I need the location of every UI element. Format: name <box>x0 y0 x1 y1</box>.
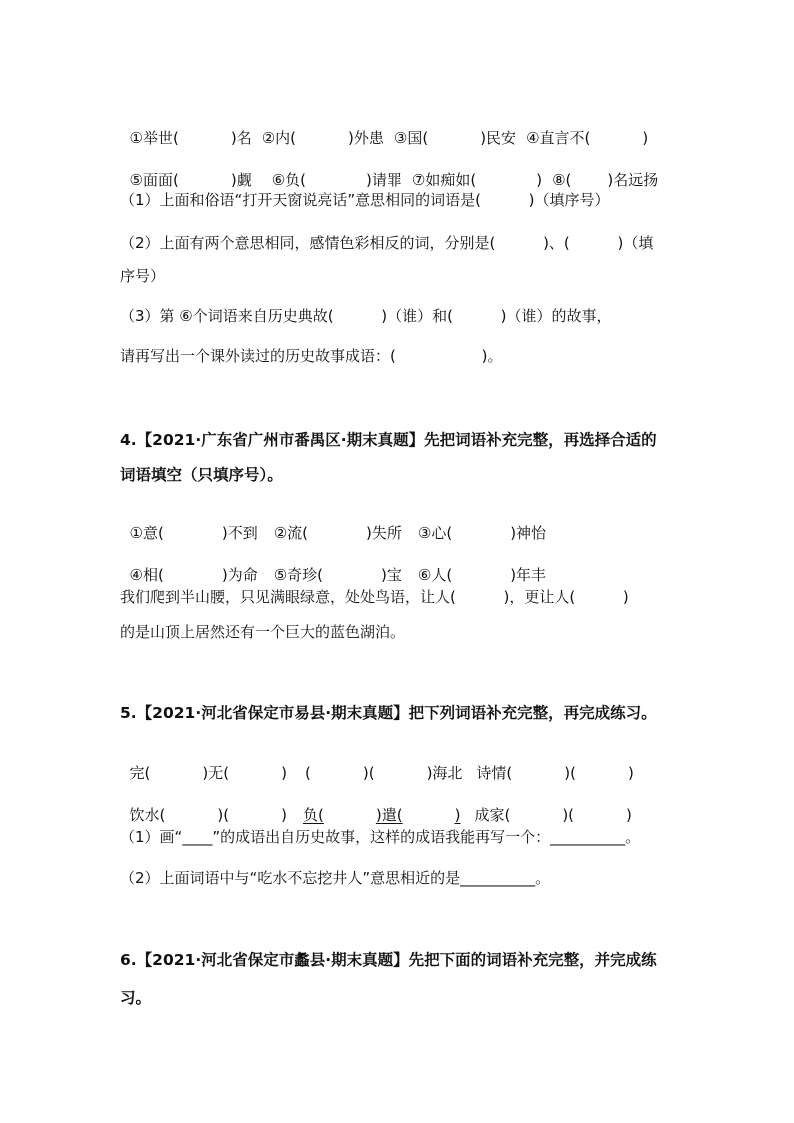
q5-item-5-paren-open: ( <box>318 806 324 824</box>
q4-sentence-line-1: 我们爬到半山腰，只见满眼绿意，处处鸟语，让人( )，更让人( ) <box>120 588 629 606</box>
q4-item-4-end: )为命 <box>221 566 258 584</box>
q3-item-8-end: )名远扬 <box>607 171 659 189</box>
q3-sub-question-2-line-1: （2）上面有两个意思相同，感情色彩相反的词，分别是( )、( )（填 <box>120 234 654 252</box>
q4-item-4-start: ④相( <box>129 566 164 584</box>
q3-item-6-end: )请罪 <box>366 171 402 189</box>
q3-item-2-start: ②内( <box>261 129 297 147</box>
q4-item-2-start: ②流( <box>273 524 309 542</box>
q3-sub-question-1: （1）上面和俗语“打开天窗说亮话”意思相同的词语是( )（填序号） <box>120 191 610 209</box>
q5-item-3-start: 诗情( <box>476 764 513 782</box>
q3-item-7-start: ⑦如痴如( <box>411 171 477 189</box>
q5-item-6-mid: )( <box>562 806 575 824</box>
q3-word-row-1 <box>120 108 648 148</box>
q4-item-1-start: ①意( <box>129 524 164 542</box>
q3-item-1-end: )名 <box>230 129 252 147</box>
q3-item-7-end: ) <box>536 171 543 189</box>
q3-item-2-end: )外患 <box>348 129 384 147</box>
q5-item-2-end: )海北 <box>426 764 463 782</box>
q4-item-3-start: ③心( <box>417 524 453 542</box>
q3-item-5-start: ⑤面面( <box>129 171 179 189</box>
q5-word-row-1 <box>120 743 634 783</box>
q3-sub-question-3-line-1: （3）第 ⑥个词语来自历史典故( )（谁）和( )（谁）的故事， <box>120 307 612 325</box>
q5-item-1-end: ) <box>281 764 287 782</box>
q3-word-row-2 <box>120 150 658 190</box>
q3-item-5-end: )觑 <box>230 171 252 189</box>
q5-item-4-end: ) <box>281 806 287 824</box>
q5-item-5-underlined <box>303 805 460 825</box>
q3-item-4-start: ④直言不( <box>526 129 591 147</box>
q4-word-row-2 <box>120 545 546 585</box>
q4-title-line-2: 词语填空（只填序号）。 <box>120 466 283 484</box>
q4-item-5-start: ⑤奇珍( <box>273 566 324 584</box>
q5-word-row-2 <box>120 785 632 825</box>
q5-sub-question-1: （1）画“____”的成语出自历史故事，这样的成语我能再写一个：__________。 <box>120 828 641 846</box>
q5-item-1-start: 完( <box>129 764 151 782</box>
q3-item-3-start: ③国( <box>393 129 429 147</box>
q5-item-5-paren-close-2: ) <box>454 806 461 824</box>
q5-item-5-char-1: 负 <box>302 806 318 824</box>
q5-item-2-start: ( <box>304 764 311 782</box>
q5-item-6-end: ) <box>626 806 632 824</box>
q4-item-1-end: )不到 <box>221 524 258 542</box>
q4-item-5-end: )宝 <box>381 566 402 584</box>
q3-item-8-start: ⑧( <box>552 171 572 189</box>
q5-sub-question-2: （2）上面词语中与“吃水不忘挖井人”意思相近的是__________。 <box>120 869 551 887</box>
q5-item-3-end: ) <box>628 764 634 782</box>
q6-title-line-2: 习。 <box>120 989 152 1007</box>
q4-word-row-1 <box>120 503 546 543</box>
q3-sub-question-3-line-2: 请再写出一个课外读过的历史故事成语：( )。 <box>120 347 503 365</box>
q3-item-4-end: ) <box>642 129 649 147</box>
q4-title-line-1: 4.【2021·广东省广州市番禺区·期末真题】先把词语补充完整，再选择合适的 <box>120 431 657 449</box>
q4-sentence-line-2: 的是山顶上居然还有一个巨大的蓝色湖泊。 <box>120 623 406 641</box>
q5-item-2-mid: )( <box>362 764 375 782</box>
q5-item-5-paren-close: ) <box>375 806 382 824</box>
q4-item-3-end: )神怡 <box>510 524 547 542</box>
q5-item-4-start: 饮水( <box>129 806 166 824</box>
q4-item-6-start: ⑥人( <box>417 566 453 584</box>
q4-item-2-end: )失所 <box>366 524 402 542</box>
q3-item-6-start: ⑥负( <box>271 171 307 189</box>
q5-item-4-mid: )( <box>217 806 230 824</box>
q5-item-1-mid: )无( <box>202 764 230 782</box>
q5-item-3-mid: )( <box>564 764 576 782</box>
q3-item-1-start: ①举世( <box>129 129 179 147</box>
q5-item-5-char-3: 遣 <box>381 806 397 824</box>
q5-title: 5.【2021·河北省保定市易县·期末真题】把下列词语补充完整，再完成练习。 <box>120 704 657 722</box>
q5-item-5-paren-open-2: ( <box>396 806 403 824</box>
q6-title-line-1: 6.【2021·河北省保定市蠡县·期末真题】先把下面的词语补充完整，并完成练 <box>120 951 657 969</box>
q3-item-3-end: )民安 <box>480 129 517 147</box>
q3-sub-question-2-line-2: 序号） <box>120 267 166 285</box>
q5-item-6-start: 成家( <box>474 806 511 824</box>
q4-item-6-end: )年丰 <box>510 566 547 584</box>
